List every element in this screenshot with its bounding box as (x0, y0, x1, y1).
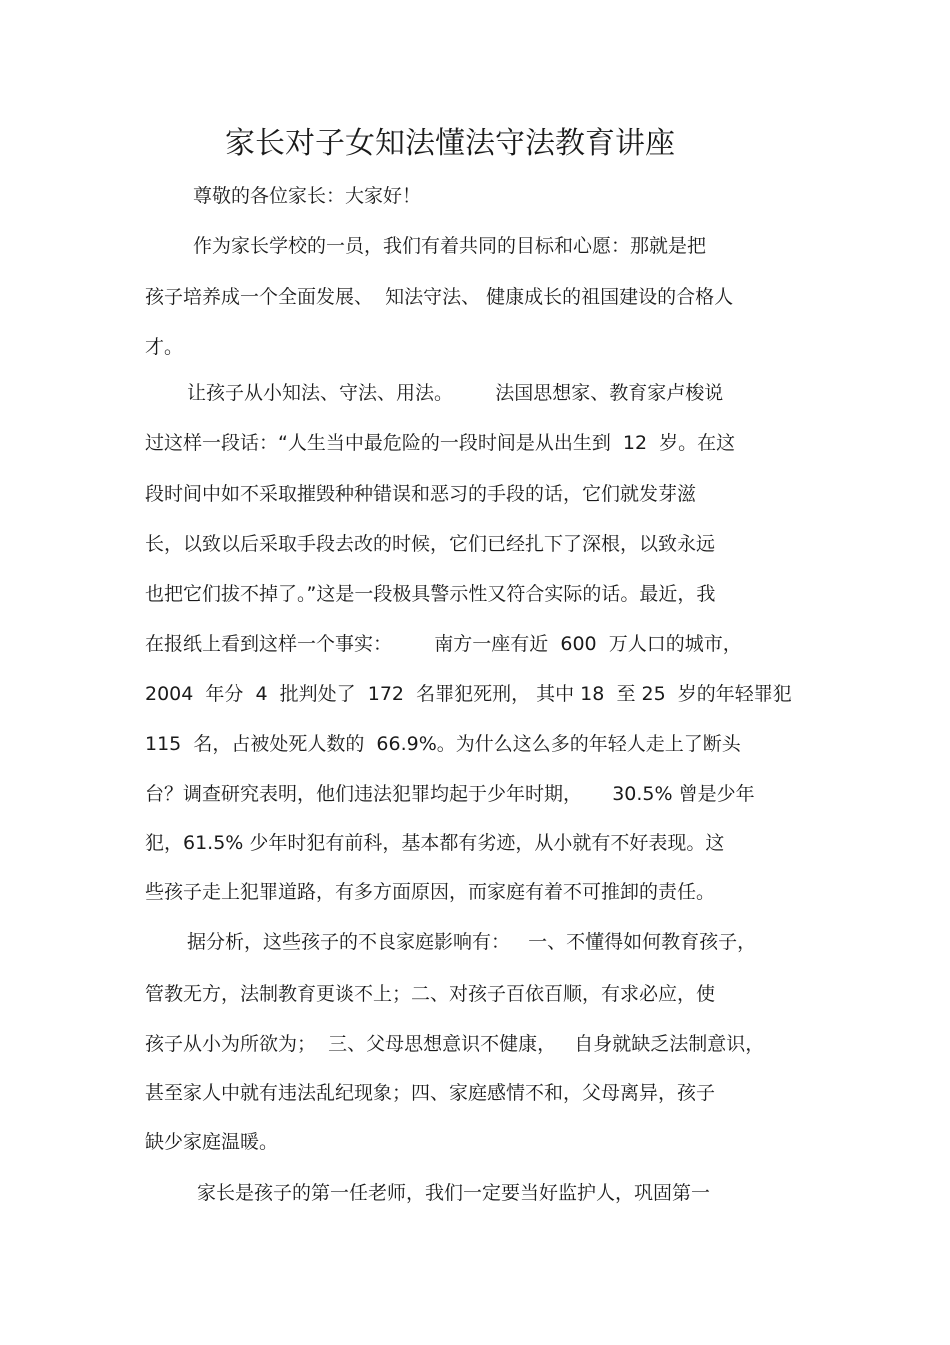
paragraph-line: 管教无方，法制教育更谈不上；二、对孩子百依百顺，有求必应，使 (145, 983, 716, 1005)
paragraph-line: 才。 (145, 336, 184, 358)
paragraph-line: 些孩子走上犯罪道路，有多方面原因，而家庭有着不可推卸的责任。 (145, 881, 716, 903)
document-title: 家长对子女知法懂法守法教育讲座 (225, 126, 675, 161)
paragraph-line: 过这样一段话：“人生当中最危险的一段时间是从出生到 12 岁。在这 (145, 432, 736, 454)
paragraph-line: 长，以致以后采取手段去改的时候，它们已经扎下了深根，以致永远 (145, 533, 716, 555)
paragraph-line: 孩子从小为所欲为； 三、父母思想意识不健康， 自身就缺乏法制意识， (145, 1033, 765, 1055)
paragraph-line: 在报纸上看到这样一个事实： 南方一座有近 600 万人口的城市， (145, 633, 742, 655)
paragraph-line: 作为家长学校的一员，我们有着共同的目标和心愿：那就是把 (193, 235, 707, 257)
paragraph-line: 2004 年分 4 批判处了 172 名罪犯死刑， 其中 18 至 25 岁的年轻罪犯 (145, 683, 792, 705)
paragraph-line: 台？调查研究表明，他们违法犯罪均起于少年时期， 30.5% 曾是少年 (145, 783, 755, 805)
paragraph-line: 缺少家庭温暖。 (145, 1131, 279, 1153)
paragraph-line: 犯，61.5% 少年时犯有前科，基本都有劣迹，从小就有不好表现。这 (145, 832, 725, 854)
paragraph-line: 段时间中如不采取摧毁种种错误和恶习的手段的话，它们就发芽滋 (145, 483, 697, 505)
paragraph-line: 孩子培养成一个全面发展、 知法守法、 健康成长的祖国建设的合格人 (145, 286, 734, 308)
paragraph-line: 让孩子从小知法、守法、用法。 法国思想家、教育家卢梭说 (187, 382, 724, 404)
paragraph-line: 甚至家人中就有违法乱纪现象；四、家庭感情不和，父母离异，孩子 (145, 1082, 716, 1104)
paragraph-line: 115 名，占被处死人数的 66.9%。为什么这么多的年轻人走上了断头 (145, 733, 741, 755)
paragraph-line: 也把它们拔不掉了。”这是一段极具警示性又符合实际的话。最近，我 (145, 583, 716, 605)
paragraph-line: 据分析，这些孩子的不良家庭影响有： 一、不懂得如何教育孩子， (187, 931, 757, 953)
paragraph-line: 家长是孩子的第一任老师，我们一定要当好监护人，巩固第一 (197, 1182, 711, 1204)
greeting-line: 尊敬的各位家长：大家好！ (193, 185, 422, 207)
